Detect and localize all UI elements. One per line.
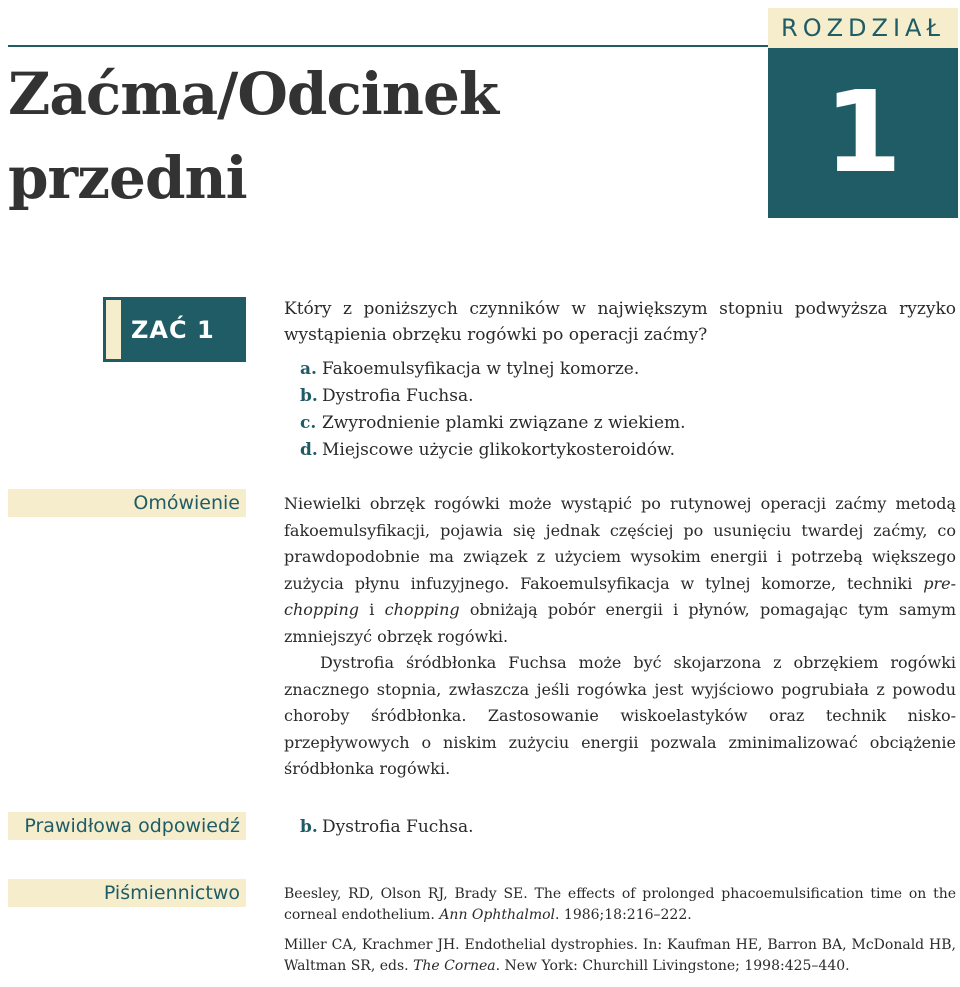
question-tag-stripe xyxy=(106,300,121,359)
option-a xyxy=(300,356,950,383)
option-text: Dystrofia Fuchsa. xyxy=(322,386,474,406)
discussion-term: pre-chopping xyxy=(284,573,956,619)
chapter-title-line1: Zaćma/Odcinek xyxy=(8,60,499,128)
option-letter: a. xyxy=(300,359,317,379)
reference-text: Beesley, RD, Olson RJ, Brady SE. The effects of prolonged phacoemulsification time on the corneal endothelium. xyxy=(284,886,956,923)
answer-text: Dystrofia Fuchsa. xyxy=(322,817,474,837)
reference-item xyxy=(284,884,956,926)
reference-text: . 1986;18:216–222. xyxy=(555,907,692,923)
reference-journal: Ann Ophthalmol xyxy=(439,907,556,923)
discussion-paragraph-1 xyxy=(284,491,956,650)
reference-item xyxy=(284,935,956,977)
question-tag-label: ZAĆ 1 xyxy=(131,315,215,344)
option-text: Fakoemulsyfikacja w tylnej komorze. xyxy=(322,359,640,379)
reference-text: . New York: Churchill Livingstone; 1998:425–440. xyxy=(495,958,850,974)
chapter-title-line2: przedni xyxy=(8,144,247,212)
references-list xyxy=(284,884,956,977)
option-text: Zwyrodnienie plamki związane z wiekiem. xyxy=(322,413,686,433)
references-label: Piśmiennictwo xyxy=(8,879,246,907)
option-letter: d. xyxy=(300,440,318,460)
question-text: Który z poniższych czynników w największym stopniu podwyższa ryzyko wystąpienia obrzęku rogówki po operacji zaćmy? xyxy=(284,299,956,345)
question-tag xyxy=(103,297,246,362)
correct-answer xyxy=(300,814,474,840)
option-letter: b. xyxy=(300,386,318,406)
discussion-paragraph-2: Dystrofia śródbłonka Fuchsa może być skojarzona z obrzękiem rogówki znacznego stopnia, zwłaszcza jeśli rogówka jest wyjściowo pogrubiała z powodu choroby śródbłonka. Zastosowanie wiskoelastyków oraz technik nisko-przepływowych o niskim zużyciu energii pozwala zminimalizować obciążenie śródbłonka rogówki. xyxy=(284,653,956,778)
discussion-label: Omówienie xyxy=(8,489,246,517)
chapter-label: ROZDZIAŁ xyxy=(768,8,958,48)
answer-label: Prawidłowa odpowiedź xyxy=(8,812,246,840)
header-rule xyxy=(8,45,768,47)
chapter-title xyxy=(8,52,748,220)
discussion-text: Niewielki obrzęk rogówki może wystąpić po rutynowej operacji zaćmy metodą fakoemulsyfikacji, pojawia się jednak częściej po usunięciu twardej zaćmy, co prawdopodobnie ma związek z użyciem wysokim energii i potrzebą większego zużycia płynu infuzyjnego. Fakoemulsyfikacja w tylnej komorze, techniki xyxy=(284,494,956,593)
chapter-number: 1 xyxy=(768,48,958,218)
option-d xyxy=(300,437,950,464)
option-b xyxy=(300,383,950,410)
answer-options xyxy=(300,356,950,464)
discussion-term: chopping xyxy=(384,600,460,619)
discussion-text: obniżają pobór energii i płynów, pomagając tym samym zmniejszyć obrzęk rogówki. xyxy=(284,600,956,646)
reference-book: The Cornea xyxy=(413,958,496,974)
answer-letter: b. xyxy=(300,817,318,837)
discussion-text: i xyxy=(359,600,385,619)
option-letter: c. xyxy=(300,413,317,433)
discussion-body xyxy=(284,491,956,783)
option-text: Miejscowe użycie glikokortykosteroidów. xyxy=(322,440,675,460)
option-c xyxy=(300,410,950,437)
reference-text: Miller CA, Krachmer JH. Endothelial dystrophies. In: Kaufman HE, Barron BA, McDonald HB, Waltman SR, eds. xyxy=(284,937,956,974)
